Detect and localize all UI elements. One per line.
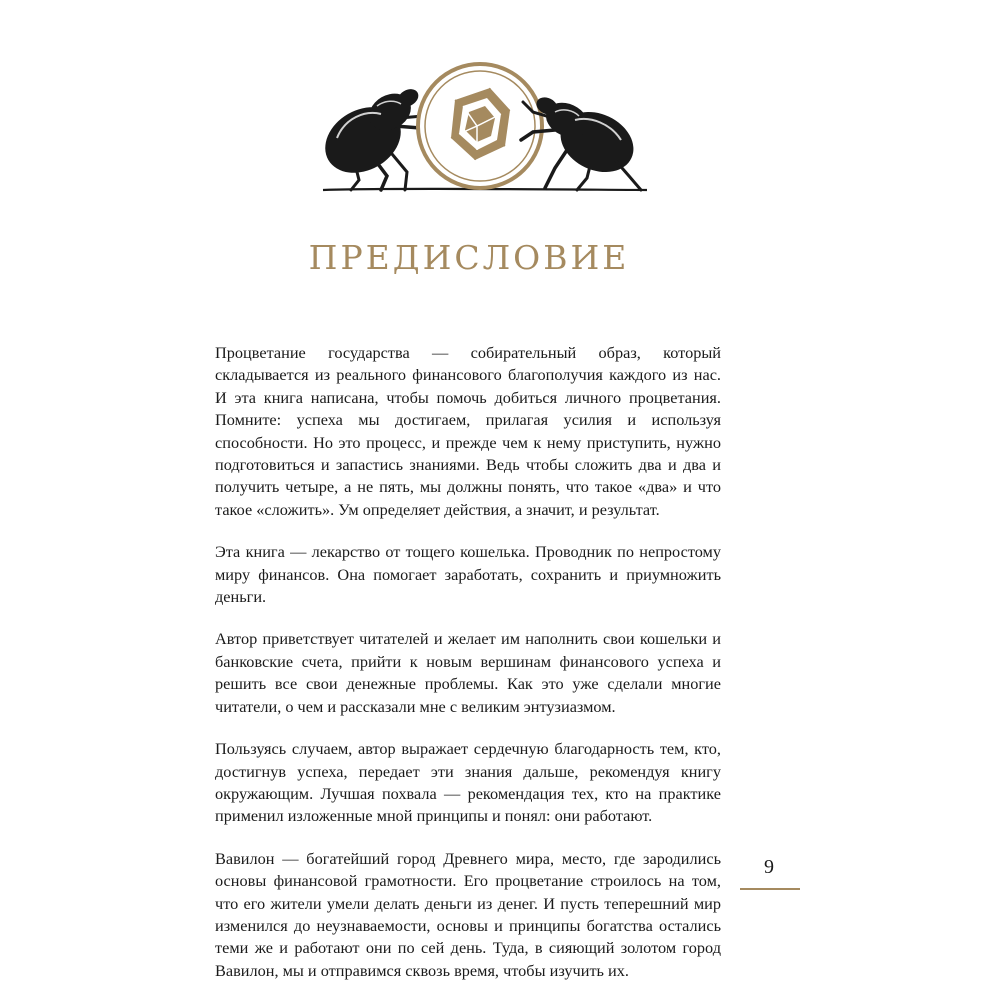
folio-divider (740, 888, 800, 890)
paragraph: Автор приветствует читателей и желает им наполнить свои кошельки и банковские счета, прийти к новым вершинам финансового успеха и решить все свои денежные проблемы. Как это уже сделали многие читатели, о чем и рассказали мне с великим энтузиазмом. (215, 629, 721, 716)
beetles-rolling-coin-illustration (315, 48, 655, 208)
page-folio (740, 856, 800, 896)
paragraph: Пользуясь случаем, автор выражает сердечную благодарность тем, кто, достигнув успеха, передает эти знания дальше, рекомендуя книгу окружающим. Лучшая похвала — рекомендация тех, кто на практике применил изложенные мной принципы и понял: они работают. (215, 739, 721, 826)
chapter-title: ПРЕДИСЛОВИЕ (308, 238, 630, 277)
coin-icon (418, 64, 542, 188)
paragraph: Процветание государства — собирательный образ, который складывается из реального финансового благополучия каждого из нас. И эта книга написана, чтобы помочь добиться личного процветания. Помните: успеха мы достигаем, прилагая усилия и используя способности. Но это процесс, и прежде чем к нему приступить, нужно подготовиться и запастись знаниями. Ведь чтобы сложить два и два и получить четыре, а не пять, мы должны понять, что такое «два» и что такое «сложить». Ум определяет действия, а значит, и результат. (215, 343, 721, 519)
paragraph: Вавилон — богатейший город Древнего мира, место, где зародились основы финансовой грамотности. Его процветание строилось на том, что его жители умели делать деньги из денег. И пусть теперешний мир изменился до неузнаваемости, основы и принципы богатства остались теми же и работают они по сей день. Туда, в сияющий золотом город Вавилон, мы и отправимся сквозь время, чтобы изучить их. (215, 848, 721, 980)
paragraph: Эта книга — лекарство от тощего кошелька. Проводник по непростому миру финансов. Она помогает заработать, сохранить и приумножить деньги. (215, 542, 721, 607)
chapter-body (215, 342, 721, 1000)
page-number: 9 (764, 856, 774, 878)
